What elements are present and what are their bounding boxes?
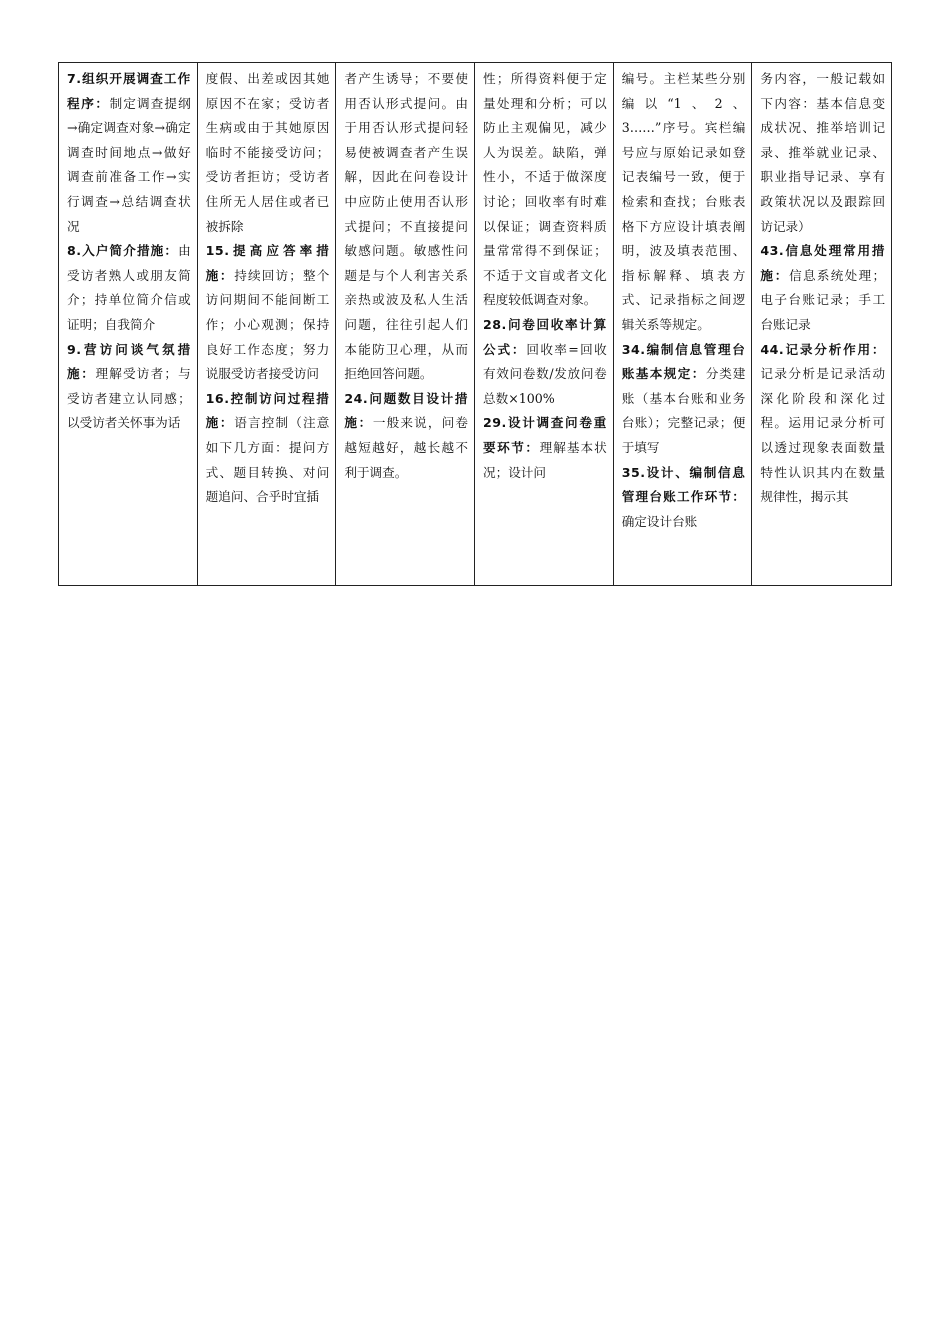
entry-continued-text <box>483 67 607 313</box>
entry-34-ledger-rules <box>622 338 746 461</box>
entry-heading: 43.信息处理常用措施： <box>760 243 886 283</box>
entry-29-questionnaire-steps <box>483 411 607 485</box>
entry-text: 编号。主栏某些分别编以“1、2、3……”序号。宾栏编号应与原始记录如登记表编号一致，便于检索和查找；台账表格下方应设计填表阐明，波及填表范围、指标解释、填表方式、记录指标之间逻辑关系等规定。 <box>621 71 746 332</box>
table-column-4 <box>475 63 614 585</box>
table-column-1 <box>59 63 198 585</box>
entry-heading: 8.入户简介措施： <box>67 243 179 259</box>
entry-text: 理解基本状况；设计问 <box>483 439 607 480</box>
entry-continued-text <box>622 67 746 338</box>
entry-heading: 28.问卷回收率计算公式： <box>483 316 607 357</box>
entry-heading: 15.提高应答率措施： <box>205 243 330 283</box>
table-column-3 <box>336 63 475 585</box>
entry-text: 制定调查提纲→确定调查对象→确定调查时间地点→做好调查前准备工作→实行调查→总结调查状况 <box>67 95 191 234</box>
entry-heading: 9.营访问谈气氛措施： <box>67 341 191 382</box>
entry-text: 务内容，一般记载如下内容：基本信息变成状况、推举培训记录、推举就业记录、职业指导记录、享有政策状况以及跟踪回访记录） <box>760 71 886 234</box>
entry-28-return-rate-formula <box>483 313 607 411</box>
entry-7-survey-procedure <box>67 67 191 239</box>
entry-43-info-processing <box>760 239 885 337</box>
entry-text: 持续回访；整个访问期间不能间断工作；小心观测；保持良好工作态度；努力说服受访者接受访问 <box>205 267 330 382</box>
entry-text: 性；所得资料便于定量处理和分析；可以防止主观偏见，减少人为误差。缺陷，弹性小，不适于做深度讨论；回收率有时难以保证；调查资料质量常常得不到保证；不适于文盲或者文化程度较低调查对象。 <box>483 71 607 308</box>
entry-text: 回收率=回收有效问卷数/发放问卷总数×100% <box>483 341 607 406</box>
entry-24-question-count <box>344 387 468 485</box>
entry-continued-text <box>206 67 330 239</box>
entry-text: 一般来说，问卷越短越好，越长越不利于调查。 <box>344 415 469 480</box>
entry-8-home-intro-measures <box>67 239 191 337</box>
entry-text: 信息系统处理；电子台账记录；手工台账记录 <box>760 267 886 332</box>
entry-9-interview-atmosphere <box>67 338 191 436</box>
table-column-6 <box>752 63 891 585</box>
entry-35-ledger-steps <box>622 461 746 535</box>
entry-heading: 34.编制信息管理台账基本规定： <box>621 341 746 382</box>
entry-text: 者产生诱导；不要使用否认形式提问。由于用否认形式提问轻易使被调查者产生误解，因此在问卷设计中应防止使用否认形式提问；不直接提问敏感问题。敏感性问题是与个人利害关系亲热或波及私人生活问题，往往引起人们本能防卫心理，从而拒绝回答问题。 <box>344 71 469 382</box>
entry-text: 语言控制（注意如下几方面：提问方式、题目转换、对问题追问、合乎时宜插 <box>205 415 330 505</box>
entry-text: 确定设计台账 <box>621 513 698 529</box>
table-column-2 <box>198 63 337 585</box>
entry-continued-text <box>344 67 468 387</box>
table-column-5 <box>614 63 753 585</box>
entry-heading: 29.设计调查问卷重要环节： <box>483 415 607 455</box>
entry-16-interview-control <box>206 387 330 510</box>
entry-continued-text <box>760 67 885 239</box>
entry-44-statistical-analysis <box>760 338 885 510</box>
entry-heading: 24.问题数目设计措施： <box>344 390 469 431</box>
entry-heading: 44.记录分析作用： <box>760 341 886 357</box>
entry-text: 记录分析是记录活动深化阶段和深化过程。运用记录分析可以透过现象表面数量特性认识其内在数量规律性，揭示其 <box>760 366 886 505</box>
entry-heading: 16.控制访问过程措施： <box>205 390 330 431</box>
entry-text: 度假、出差或因其她原因不在家；受访者生病或由于其她原因临时不能接受访问；受访者拒访；受访者住所无人居住或者已被拆除 <box>205 71 330 234</box>
entry-heading: 35.设计、编制信息管理台账工作环节： <box>621 464 746 505</box>
entry-15-response-rate <box>206 239 330 387</box>
entry-text: 分类建账（基本台账和业务台账）；完整记录；便于填写 <box>621 366 746 455</box>
notes-table <box>58 62 892 586</box>
entry-text: 理解受访者；与受访者建立认同感；以受访者关怀事为话 <box>67 366 191 431</box>
entry-text: 由受访者熟人或朋友简介；持单位简介信或证明；自我简介 <box>67 243 191 332</box>
entry-heading: 7.组织开展调查工作程序： <box>67 71 191 111</box>
